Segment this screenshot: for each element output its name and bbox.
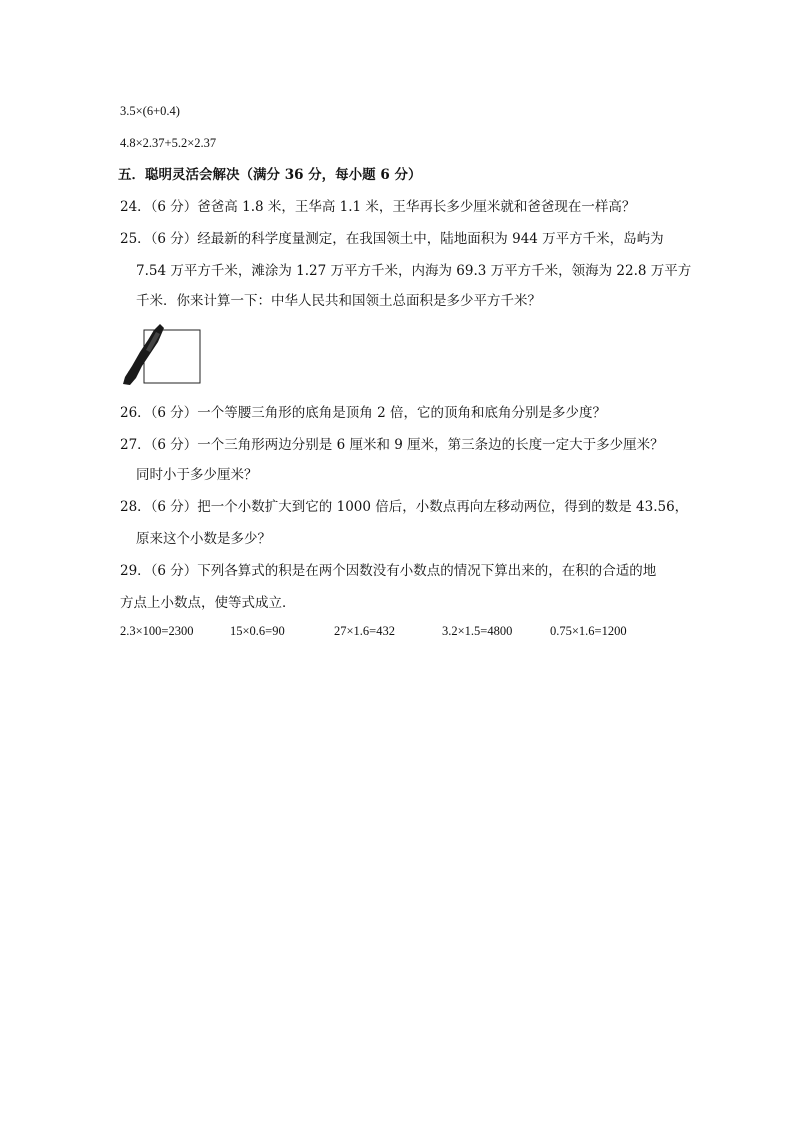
question-24: 24．（6 分）爸爸高 1.8 米，王华高 1.1 米，王华再长多少厘米就和爸爸现在一样高？	[120, 199, 636, 215]
question-27-line-2: 同时小于多少厘米？	[136, 467, 258, 483]
question-25-line-2: 7.54 万平方千米，滩涂为 1.27 万平方千米，内海为 69.3 万平方千米，领海为 22.8 万平方	[136, 263, 692, 279]
question-26: 26．（6 分）一个等腰三角形的底角是顶角 2 倍，它的顶角和底角分别是多少度？	[120, 405, 606, 421]
equation-1: 2.3×100=2300	[120, 624, 194, 638]
scribble-image	[120, 322, 202, 386]
question-27-line-1: 27．（6 分）一个三角形两边分别是 6 厘米和 9 厘米，第三条边的长度一定大于多少厘米？	[120, 437, 664, 453]
equation-4: 3.2×1.5=4800	[442, 624, 513, 638]
question-25-line-3: 千米．你来计算一下：中华人民共和国领土总面积是多少平方千米？	[136, 293, 541, 309]
section-title: 五．聪明灵活会解决（满分 36 分，每小题 6 分）	[118, 167, 422, 183]
expression-1: 3.5×(6+0.4)	[120, 104, 180, 118]
figure-scribble-rectangle	[120, 322, 202, 386]
expression-2: 4.8×2.37+5.2×2.37	[120, 136, 217, 150]
equation-row	[120, 624, 680, 642]
question-29-line-2: 方点上小数点，使等式成立．	[120, 595, 296, 611]
equation-3: 27×1.6=432	[334, 624, 395, 638]
question-29-line-1: 29．（6 分）下列各算式的积是在两个因数没有小数点的情况下算出来的，在积的合适的地	[120, 563, 657, 579]
question-28-line-2: 原来这个小数是多少？	[136, 531, 271, 547]
equation-2: 15×0.6=90	[230, 624, 285, 638]
equation-5: 0.75×1.6=1200	[550, 624, 627, 638]
question-28-line-1: 28．（6 分）把一个小数扩大到它的 1000 倍后，小数点再向左移动两位，得到的数是 43.56，	[120, 499, 689, 515]
question-25-line-1: 25．（6 分）经最新的科学度量测定，在我国领土中，陆地面积为 944 万平方千米，岛屿为	[120, 231, 664, 247]
